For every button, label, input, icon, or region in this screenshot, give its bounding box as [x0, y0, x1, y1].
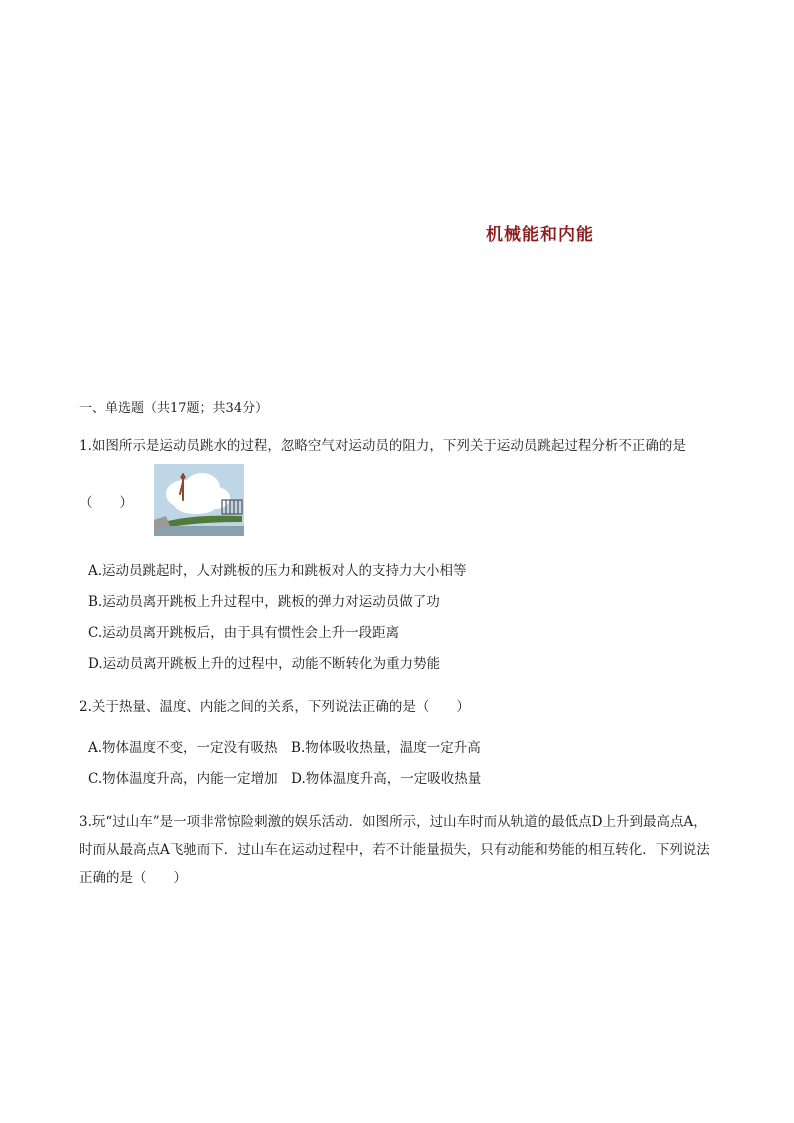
question-1-option-c: C.运动员离开跳板后，由于具有惯性会上升一段距离 — [88, 625, 400, 641]
question-3-stem: 3.玩“过山车”是一项非常惊险刺激的娱乐活动．如图所示，过山车时而从轨道的最低点D上升到最高点A，时而从最高点A飞驰而下．过山车在运动过程中，若不计能量损失，只有动能和势能的相互转化．下列说法正确的是（ ） — [79, 814, 710, 886]
question-2-option-ab: A.物体温度不变，一定没有吸热 B.物体吸收热量，温度一定升高 — [88, 740, 481, 756]
question-1-option-a: A.运动员跳起时，人对跳板的压力和跳板对人的支持力大小相等 — [88, 563, 467, 579]
question-1-answer-blank: （ ） — [79, 495, 133, 511]
diving-illustration — [154, 464, 244, 536]
question-1-option-d: D.运动员离开跳板上升的过程中，动能不断转化为重力势能 — [88, 656, 441, 672]
question-2-option-cd: C.物体温度升高，内能一定增加 D.物体温度升高，一定吸收热量 — [88, 771, 482, 787]
question-1-option-b: B.运动员离开跳板上升过程中，跳板的弹力对运动员做了功 — [88, 594, 440, 610]
question-1-stem: 1.如图所示是运动员跳水的过程，忽略空气对运动员的阻力，下列关于运动员跳起过程分析不正确的是 — [79, 438, 686, 454]
page-title: 机械能和内能 — [486, 225, 594, 245]
question-2-stem: 2.关于热量、温度、内能之间的关系，下列说法正确的是（ ） — [79, 699, 470, 715]
section-heading: 一、单选题（共17题；共34分） — [79, 401, 269, 416]
